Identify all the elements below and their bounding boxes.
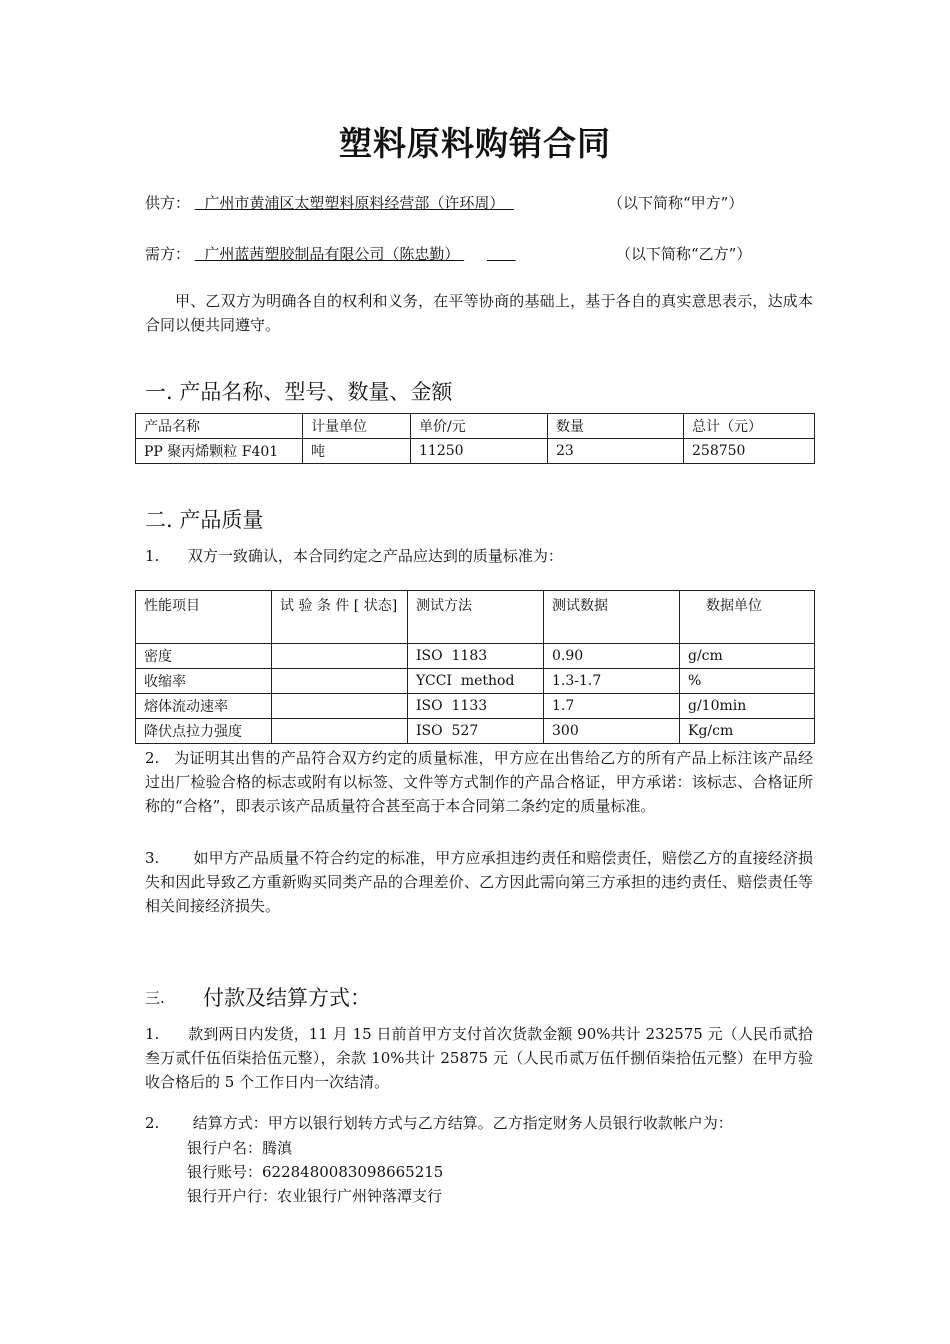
table-cell: 降伏点拉力强度	[136, 719, 272, 744]
supplier-line	[145, 192, 514, 213]
table-cell	[272, 719, 408, 744]
buyer-alias: （以下简称“乙方”）	[616, 245, 752, 263]
quality-item-3: 3. 如甲方产品质量不符合约定的标准，甲方应承担违约责任和赔偿责任，赔偿乙方的直接经济损失和因此导致乙方重新购买同类产品的合理差价、乙方因此需向第三方承担的违约责任、赔偿责任等相关间接经济损失。	[145, 849, 813, 915]
table-header-cell: 计量单位	[303, 414, 411, 439]
section1-heading: 一. 产品名称、型号、数量、金额	[145, 380, 453, 404]
bank-info	[187, 1136, 443, 1208]
table-row	[136, 694, 815, 719]
table-header-cell: 数据单位	[680, 591, 815, 644]
table-cell	[272, 669, 408, 694]
table-cell: g/cm	[680, 644, 815, 669]
table-header-cell: 测试方法	[408, 591, 544, 644]
supplier-name: 广州市黄浦区太塑塑料原料经营部（许环周）	[204, 194, 505, 212]
table-cell: %	[680, 669, 815, 694]
buyer-label: 需方：	[145, 245, 191, 263]
table-row	[136, 439, 815, 464]
table-cell	[272, 644, 408, 669]
table-cell: ISO 1183	[408, 644, 544, 669]
bank-account-number: 银行账号：6228480083098665215	[187, 1163, 444, 1181]
table-header-row	[136, 591, 815, 644]
section3-number: 三.	[145, 989, 165, 1007]
table-cell: 密度	[136, 644, 272, 669]
table-cell: 0.90	[544, 644, 680, 669]
table-header-row	[136, 414, 815, 439]
quality-item-2: 2. 为证明其出售的产品符合双方约定的质量标准，甲方应在出售给乙方的所有产品上标注该产品经过出厂检验合格的标志或附有以标签、文件等方式制作的产品合格证，甲方承诺：该标志、合格证所称的“合格”，即表示该产品质量符合甚至高于本合同第二条约定的质量标准。	[145, 749, 813, 815]
product-table	[135, 413, 815, 464]
table-cell: 11250	[411, 439, 548, 464]
table-header-cell: 单价/元	[411, 414, 548, 439]
section2-heading: 二. 产品质量	[145, 508, 264, 532]
bank-branch: 银行开户行：农业银行广州钟落潭支行	[187, 1187, 443, 1205]
buyer-line	[145, 243, 516, 264]
quality-item-1: 1. 双方一致确认，本合同约定之产品应达到的质量标准为：	[145, 547, 563, 565]
table-cell: 300	[544, 719, 680, 744]
table-cell: g/10min	[680, 694, 815, 719]
buyer-blank	[487, 245, 516, 263]
section3-heading: 付款及结算方式：	[203, 986, 371, 1010]
bank-account-name: 银行户名：腾滇	[187, 1139, 293, 1157]
table-cell: 吨	[303, 439, 411, 464]
supplier-label: 供方：	[145, 194, 191, 212]
table-cell: ISO 527	[408, 719, 544, 744]
payment-item-1: 1. 款到两日内发货，11 月 15 日前首甲方支付首次货款金额 90%共计 232575 元（人民币贰拾叁万贰仟伍佰柒拾伍元整），余款 10%共计 25875 元（人民币贰万伍仟捌佰柒拾伍元整）在甲方验收合格后的 5 个工作日内一次结清。	[145, 1025, 813, 1091]
buyer-name: 广州蓝茜塑胶制品有限公司（陈忠勤）	[204, 245, 460, 263]
table-cell: ISO 1133	[408, 694, 544, 719]
quality-table	[135, 590, 815, 744]
table-cell: 258750	[684, 439, 815, 464]
table-cell: 23	[548, 439, 684, 464]
table-cell	[272, 694, 408, 719]
table-header-cell: 总计（元）	[684, 414, 815, 439]
table-row	[136, 719, 815, 744]
document-title: 塑料原料购销合同	[339, 124, 611, 163]
table-cell: 收缩率	[136, 669, 272, 694]
table-header-cell: 测试数据	[544, 591, 680, 644]
table-header-cell: 性能项目	[136, 591, 272, 644]
table-row	[136, 644, 815, 669]
table-cell: 1.7	[544, 694, 680, 719]
table-cell: YCCI method	[408, 669, 544, 694]
payment-item-2: 2. 结算方式：甲方以银行划转方式与乙方结算。乙方指定财务人员银行收款帐户为：	[145, 1114, 733, 1132]
table-header-cell: 数量	[548, 414, 684, 439]
table-cell: 1.3-1.7	[544, 669, 680, 694]
table-cell: 熔体流动速率	[136, 694, 272, 719]
table-cell: Kg/cm	[680, 719, 815, 744]
supplier-alias: （以下简称“甲方”）	[608, 194, 744, 212]
table-row	[136, 669, 815, 694]
table-header-cell: 产品名称	[136, 414, 303, 439]
table-cell: PP 聚丙烯颗粒 F401	[136, 439, 303, 464]
intro-paragraph: 甲、乙双方为明确各自的权利和义务，在平等协商的基础上，基于各自的真实意思表示，达成本合同以便共同遵守。	[145, 292, 813, 334]
table-header-cell: 试 验 条 件 [ 状态]	[272, 591, 408, 644]
